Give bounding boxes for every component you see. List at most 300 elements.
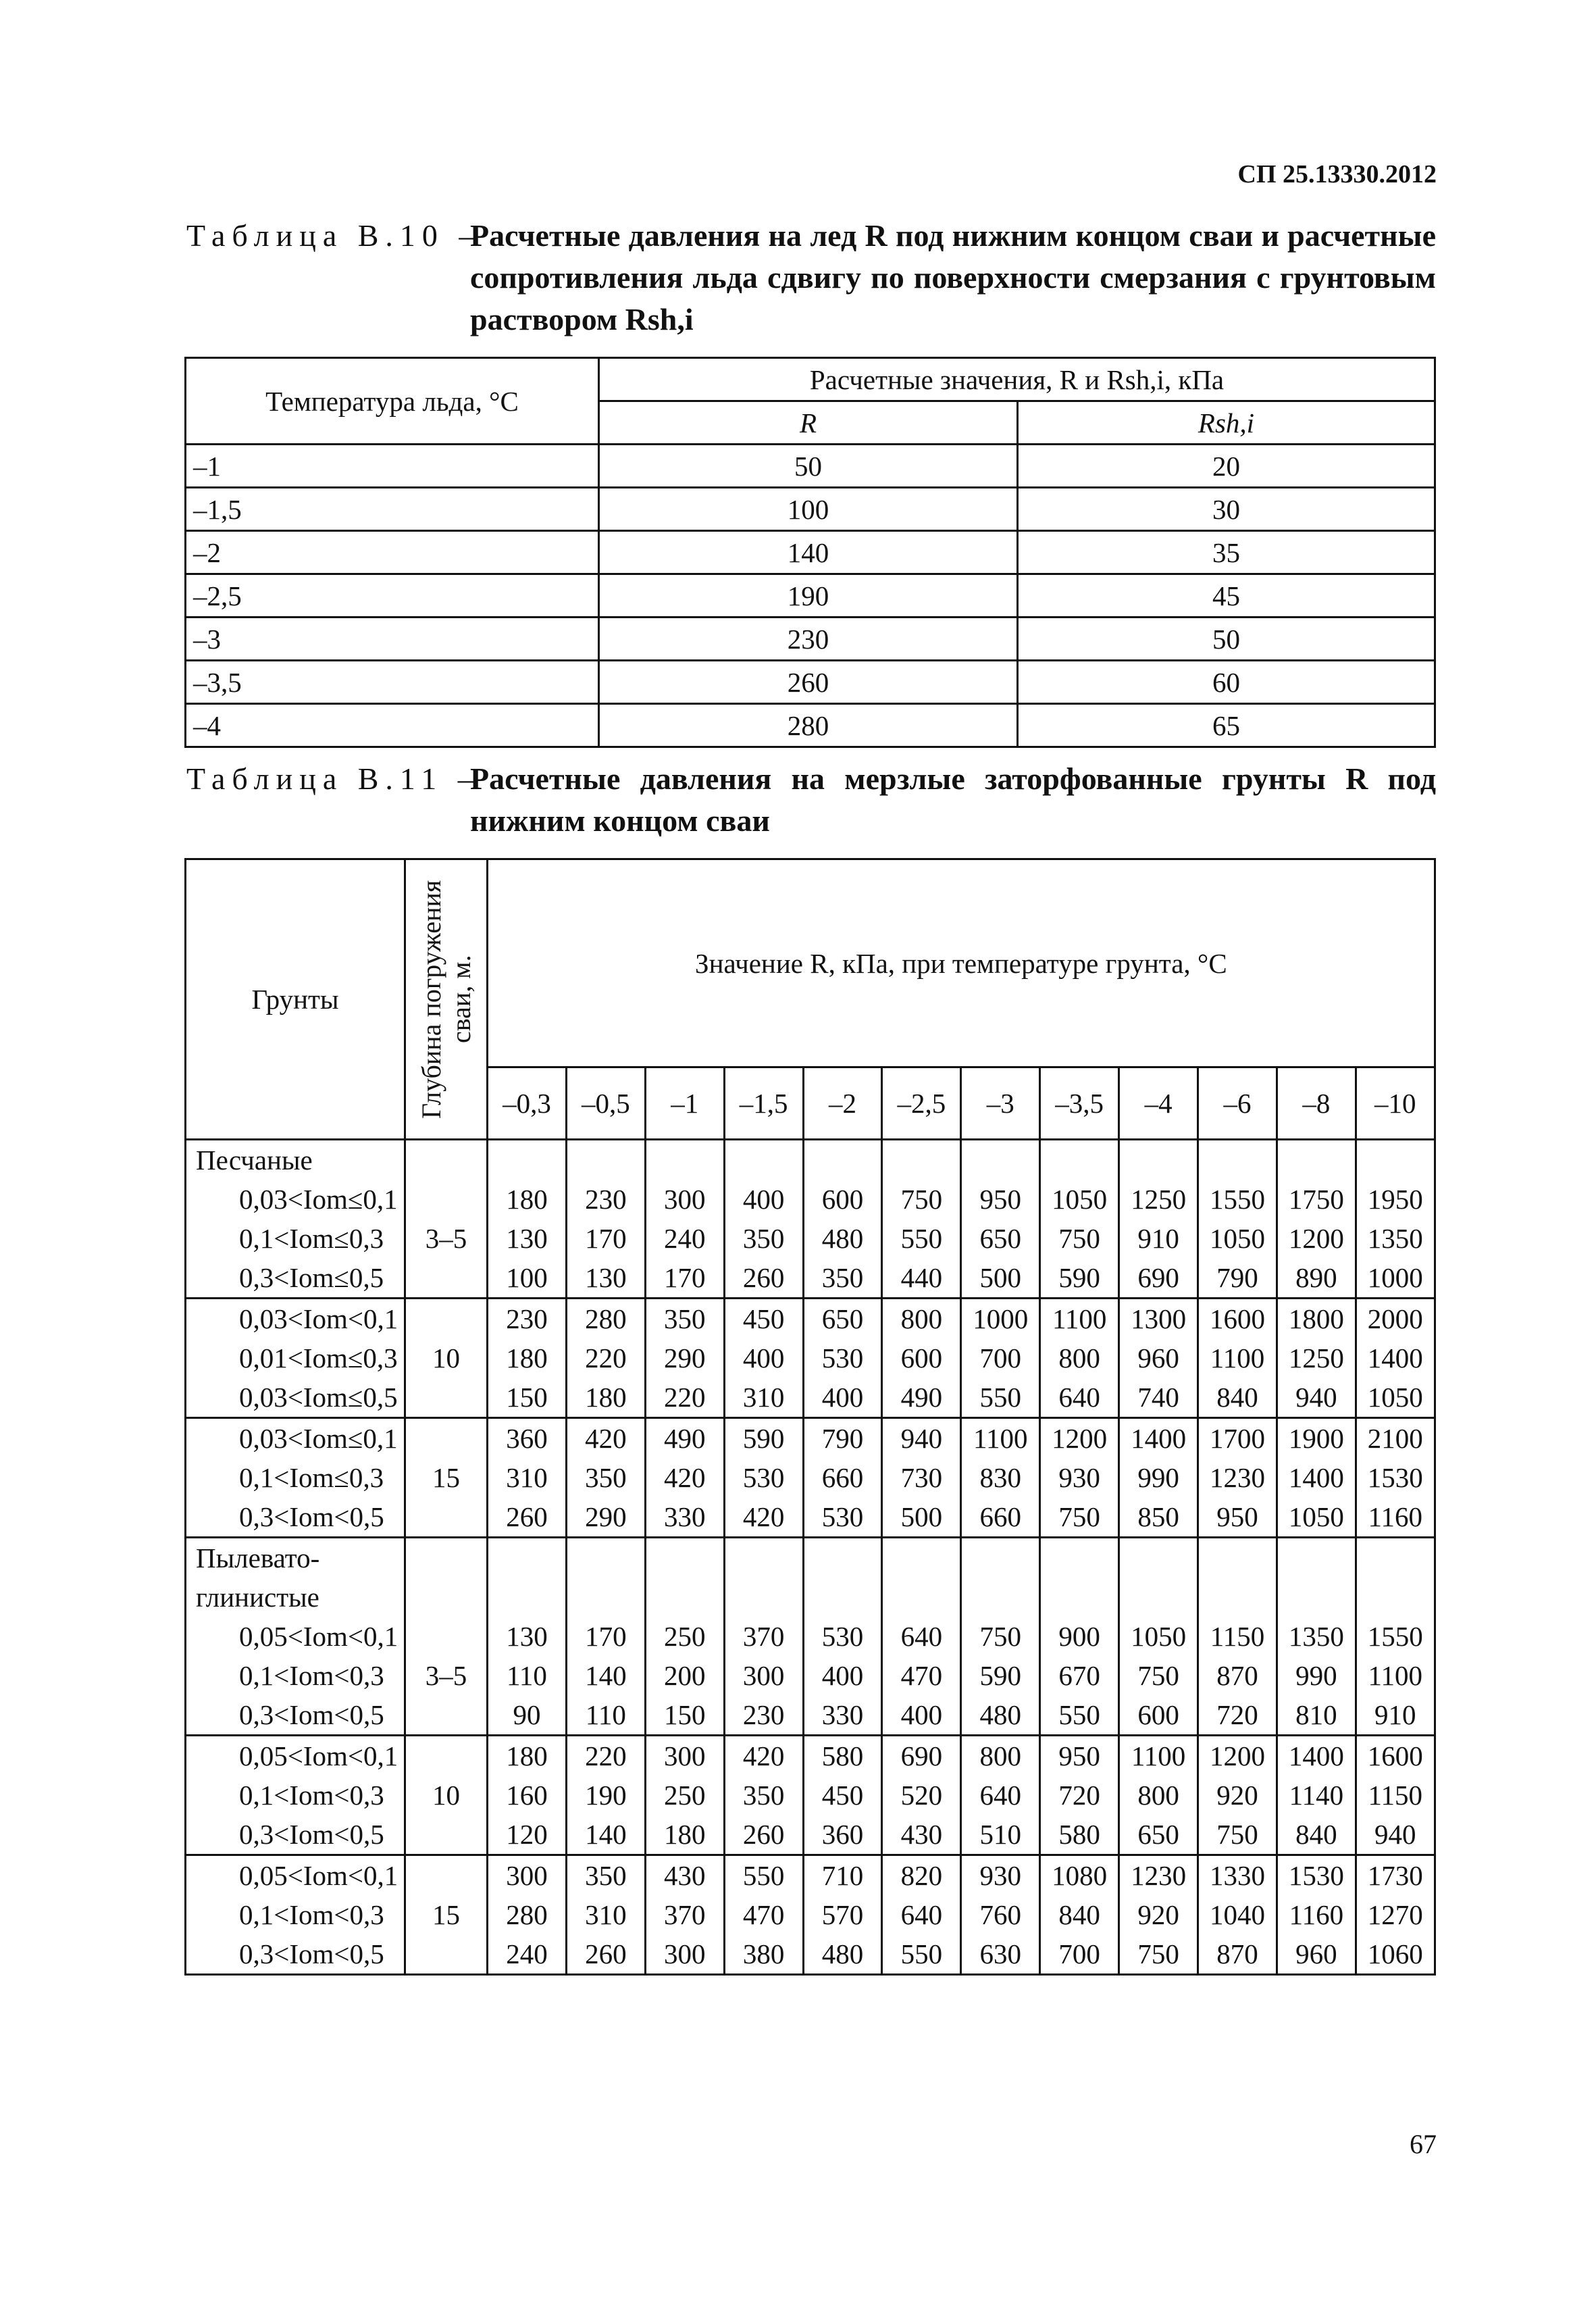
r-value: 310 (585, 1899, 627, 1930)
r-value: 590 (1058, 1262, 1100, 1293)
r-value: 750 (1137, 1938, 1179, 1969)
r-value: 920 (1137, 1899, 1179, 1930)
depth-value: 15 (432, 1899, 460, 1930)
r-value-cell (961, 1736, 1040, 1855)
r-value: 1200 (1288, 1223, 1344, 1254)
r-value: 650 (1137, 1819, 1179, 1850)
header-temperature-cell: –3,5 (1040, 1067, 1119, 1140)
r-value: 870 (1216, 1660, 1258, 1691)
r-value: 160 (506, 1780, 548, 1811)
r-value-cell (566, 1855, 645, 1975)
r-value-cell: 230 (599, 618, 1018, 661)
r-value: 570 (821, 1899, 864, 1930)
soil-type-label: Пылевато- (196, 1542, 320, 1574)
depth-cell (405, 1299, 488, 1418)
r-value: 950 (1216, 1501, 1258, 1532)
r-value: 990 (1137, 1462, 1179, 1493)
header-temperature-cell: –2,5 (882, 1067, 961, 1140)
r-value: 940 (900, 1423, 943, 1454)
r-value: 910 (1137, 1223, 1179, 1254)
r-value: 950 (979, 1184, 1022, 1215)
r-value-cell (1040, 1855, 1119, 1975)
r-value: 870 (1216, 1938, 1258, 1969)
temperature-cell: –2,5 (186, 574, 599, 618)
r-value: 360 (821, 1819, 864, 1850)
r-value: 260 (506, 1501, 548, 1532)
r-value: 180 (585, 1382, 627, 1413)
r-value: 1250 (1288, 1342, 1344, 1374)
header-temperature-cell: –6 (1198, 1067, 1277, 1140)
r-value: 380 (742, 1938, 785, 1969)
table-row (186, 1140, 1435, 1299)
r-value: 550 (900, 1938, 943, 1969)
r-value: 760 (979, 1899, 1022, 1930)
r-value-cell (1198, 1299, 1277, 1418)
r-value-cell (803, 1538, 882, 1736)
r-value: 330 (663, 1501, 706, 1532)
r-value: 1050 (1288, 1501, 1344, 1532)
depth-value: 10 (432, 1780, 460, 1811)
r-value: 750 (979, 1621, 1022, 1652)
r-value-cell (724, 1140, 803, 1299)
depth-cell (405, 1736, 488, 1855)
r-value: 150 (506, 1382, 548, 1413)
r-value: 1530 (1288, 1860, 1344, 1891)
r-value-cell (1040, 1736, 1119, 1855)
r-value: 1600 (1367, 1740, 1423, 1771)
r-value: 360 (506, 1423, 548, 1454)
soil-range-label: 0,3<Iom<0,5 (239, 1938, 384, 1969)
r-value-cell (1119, 1299, 1198, 1418)
r-value: 600 (821, 1184, 864, 1215)
r-value: 1100 (1131, 1740, 1186, 1771)
r-value: 130 (506, 1621, 548, 1652)
r-value: 820 (900, 1860, 943, 1891)
r-value: 1100 (1052, 1303, 1107, 1334)
r-value: 800 (1058, 1342, 1100, 1374)
r-value-cell (488, 1140, 567, 1299)
header-temperature: Температура льда, °С (186, 358, 599, 445)
r-value: 550 (900, 1223, 943, 1254)
r-value: 300 (506, 1860, 548, 1891)
r-value: 250 (663, 1780, 706, 1811)
r-value: 1230 (1209, 1462, 1265, 1493)
header-r: R (599, 401, 1018, 445)
rsh-value-cell: 35 (1018, 531, 1435, 574)
r-value: 600 (900, 1342, 943, 1374)
soil-range-label: 0,1<Iom<0,3 (239, 1780, 384, 1811)
header-temperature-cell: –1,5 (724, 1067, 803, 1140)
r-value-cell (724, 1736, 803, 1855)
table-b10-label: Таблица В.10 – (186, 218, 482, 253)
r-value: 730 (900, 1462, 943, 1493)
r-value-cell (1040, 1418, 1119, 1538)
r-value-cell (961, 1538, 1040, 1736)
r-value: 170 (663, 1262, 706, 1293)
r-value: 1050 (1052, 1184, 1108, 1215)
r-value-cell: 140 (599, 531, 1018, 574)
r-value: 790 (821, 1423, 864, 1454)
header-temperature-cell: –0,3 (488, 1067, 567, 1140)
r-value: 1230 (1131, 1860, 1187, 1891)
r-value: 370 (742, 1621, 785, 1652)
r-value: 530 (821, 1501, 864, 1532)
r-value: 220 (585, 1740, 627, 1771)
r-value: 430 (900, 1819, 943, 1850)
r-value: 1200 (1052, 1423, 1108, 1454)
r-value: 130 (585, 1262, 627, 1293)
r-value-cell (645, 1736, 724, 1855)
r-value: 1080 (1052, 1860, 1108, 1891)
r-value-cell (882, 1538, 961, 1736)
r-value: 1800 (1288, 1303, 1344, 1334)
r-value: 400 (821, 1382, 864, 1413)
r-value-cell (566, 1418, 645, 1538)
r-value: 890 (1295, 1262, 1337, 1293)
r-value: 490 (663, 1423, 706, 1454)
r-value: 170 (585, 1621, 627, 1652)
depth-cell (405, 1855, 488, 1975)
r-value-cell (724, 1855, 803, 1975)
header-depth (405, 859, 488, 1140)
r-value-cell (1356, 1140, 1435, 1299)
r-value: 550 (979, 1382, 1022, 1413)
r-value: 1040 (1209, 1899, 1265, 1930)
temperature-cell: –1,5 (186, 488, 599, 531)
r-value: 2100 (1367, 1423, 1423, 1454)
r-value: 930 (979, 1860, 1022, 1891)
r-value: 720 (1216, 1699, 1258, 1730)
table-row (186, 574, 1435, 618)
r-value-cell (1198, 1140, 1277, 1299)
temperature-cell: –2 (186, 531, 599, 574)
r-value: 1140 (1289, 1780, 1344, 1811)
header-temperature-cell: –3 (961, 1067, 1040, 1140)
r-value-cell (1277, 1538, 1356, 1736)
r-value: 580 (821, 1740, 864, 1771)
depth-cell (405, 1418, 488, 1538)
r-value: 450 (742, 1303, 785, 1334)
soil-cell (186, 1736, 405, 1855)
page-number: 67 (1410, 2129, 1437, 2159)
r-value: 220 (663, 1382, 706, 1413)
r-value: 640 (900, 1899, 943, 1930)
r-value-cell (645, 1538, 724, 1736)
rsh-value-cell: 30 (1018, 488, 1435, 531)
table-row (186, 1418, 1435, 1538)
r-value: 1100 (1368, 1660, 1422, 1691)
soil-range-label: 0,01<Iom≤0,3 (239, 1342, 398, 1374)
r-value: 260 (742, 1819, 785, 1850)
header-temperature-cell: –2 (803, 1067, 882, 1140)
r-value-cell (803, 1736, 882, 1855)
r-value: 500 (979, 1262, 1022, 1293)
r-value-cell (1198, 1855, 1277, 1975)
r-value: 840 (1295, 1819, 1337, 1850)
table-b11-caption (186, 758, 1436, 842)
r-value-cell (961, 1855, 1040, 1975)
soil-range-label: 0,05<Iom<0,1 (239, 1860, 398, 1891)
header-rsh: Rsh,i (1018, 401, 1435, 445)
r-value: 700 (1058, 1938, 1100, 1969)
soil-range-label: 0,1<Iom≤0,3 (239, 1223, 384, 1254)
depth-value: 15 (432, 1462, 460, 1493)
r-value: 110 (506, 1660, 547, 1691)
r-value-cell (882, 1299, 961, 1418)
r-value: 550 (1058, 1699, 1100, 1730)
r-value-cell (882, 1418, 961, 1538)
r-value-cell (488, 1855, 567, 1975)
table-row (186, 488, 1435, 531)
r-value: 230 (506, 1303, 548, 1334)
r-value: 640 (1058, 1382, 1100, 1413)
r-value: 90 (513, 1699, 541, 1730)
soil-range-label: 0,3<Iom<0,5 (239, 1699, 384, 1730)
r-value-cell (1119, 1855, 1198, 1975)
r-value: 1550 (1209, 1184, 1265, 1215)
r-value-cell: 260 (599, 661, 1018, 704)
r-value: 280 (506, 1899, 548, 1930)
r-value-cell: 50 (599, 445, 1018, 488)
r-value: 420 (742, 1740, 785, 1771)
r-value: 1530 (1367, 1462, 1423, 1493)
r-value: 510 (979, 1819, 1022, 1850)
soil-range-label: 0,1<Iom≤0,3 (239, 1462, 384, 1493)
r-value: 1060 (1367, 1938, 1423, 1969)
r-value-cell (645, 1418, 724, 1538)
r-value: 400 (821, 1660, 864, 1691)
r-value: 660 (979, 1501, 1022, 1532)
r-value: 180 (506, 1740, 548, 1771)
r-value-cell (882, 1736, 961, 1855)
r-value: 220 (585, 1342, 627, 1374)
r-value: 1550 (1367, 1621, 1423, 1652)
r-value-cell (1119, 1538, 1198, 1736)
r-value: 310 (742, 1382, 785, 1413)
table-row (186, 531, 1435, 574)
r-value-cell (1040, 1538, 1119, 1736)
r-value: 1160 (1368, 1501, 1422, 1532)
r-value: 590 (979, 1660, 1022, 1691)
temperature-cell: –1 (186, 445, 599, 488)
r-value: 720 (1058, 1780, 1100, 1811)
temperature-cell: –3 (186, 618, 599, 661)
r-value: 520 (900, 1780, 943, 1811)
table-row (186, 661, 1435, 704)
table-b11-title: Расчетные давления на мерзлые заторфованные грунты R под нижним концом сваи (470, 761, 1436, 838)
r-value: 1400 (1367, 1342, 1423, 1374)
r-value: 1050 (1209, 1223, 1265, 1254)
soil-range-label: 0,1<Iom<0,3 (239, 1660, 384, 1691)
r-value: 1250 (1131, 1184, 1187, 1215)
r-value: 900 (1058, 1621, 1100, 1652)
r-value: 480 (821, 1938, 864, 1969)
soil-range-label: 0,05<Iom<0,1 (239, 1621, 398, 1652)
r-value-cell (566, 1736, 645, 1855)
table-row (186, 1299, 1435, 1418)
r-value-cell (724, 1538, 803, 1736)
r-value: 930 (1058, 1462, 1100, 1493)
header-temperature-cell: –8 (1277, 1067, 1356, 1140)
soil-range-label: 0,3<Iom≤0,5 (239, 1262, 384, 1293)
r-value-cell (961, 1140, 1040, 1299)
r-value-cell (566, 1538, 645, 1736)
r-value: 840 (1216, 1382, 1258, 1413)
soil-range-label: 0,03<Iom<0,1 (239, 1303, 398, 1334)
r-value: 300 (742, 1660, 785, 1691)
soil-type-label: глинистые (196, 1582, 319, 1613)
r-value-cell (803, 1855, 882, 1975)
soil-type-label: Песчаные (196, 1145, 313, 1176)
header-depth-text: Глубина погружения сваи, м. (415, 880, 476, 1119)
r-value: 350 (821, 1262, 864, 1293)
r-value: 750 (1058, 1223, 1100, 1254)
document-code: СП 25.13330.2012 (1237, 160, 1437, 188)
r-value: 450 (821, 1780, 864, 1811)
r-value: 1150 (1210, 1621, 1265, 1652)
r-value: 1350 (1288, 1621, 1344, 1652)
r-value: 350 (742, 1780, 785, 1811)
r-value: 910 (1374, 1699, 1416, 1730)
r-value: 1000 (973, 1303, 1029, 1334)
r-value: 690 (900, 1740, 943, 1771)
r-value: 960 (1295, 1938, 1337, 1969)
table-b10-title: Расчетные давления на лед R под нижним концом сваи и расчетные сопротивления льда сдвигу по поверхности смерзания с грунтовым раствором Rsh,i (470, 218, 1436, 336)
r-value: 1730 (1367, 1860, 1423, 1891)
table-row (186, 704, 1435, 747)
r-value: 130 (506, 1223, 548, 1254)
r-value: 740 (1137, 1382, 1179, 1413)
r-value: 790 (1216, 1262, 1258, 1293)
r-value: 370 (663, 1899, 706, 1930)
soil-cell (186, 1140, 405, 1299)
r-value: 650 (821, 1303, 864, 1334)
r-value: 950 (1058, 1740, 1100, 1771)
r-value: 810 (1295, 1699, 1337, 1730)
r-value: 1050 (1131, 1621, 1187, 1652)
r-value-cell (1119, 1140, 1198, 1299)
r-value-cell (1356, 1855, 1435, 1975)
table-b11 (184, 858, 1436, 1976)
soil-cell (186, 1418, 405, 1538)
r-value: 260 (742, 1262, 785, 1293)
r-value: 110 (585, 1699, 626, 1730)
rsh-value-cell: 50 (1018, 618, 1435, 661)
header-calculated-values: Расчетные значения, R и Rsh,i, кПа (599, 358, 1435, 401)
r-value: 920 (1216, 1780, 1258, 1811)
r-value: 580 (1058, 1819, 1100, 1850)
soil-range-label: 0,03<Iom≤0,5 (239, 1382, 398, 1413)
r-value: 300 (663, 1184, 706, 1215)
r-value: 1400 (1131, 1423, 1187, 1454)
r-value: 350 (742, 1223, 785, 1254)
r-value: 1300 (1131, 1303, 1187, 1334)
r-value: 230 (585, 1184, 627, 1215)
r-value: 470 (900, 1660, 943, 1691)
r-value: 140 (585, 1660, 627, 1691)
r-value: 1200 (1209, 1740, 1265, 1771)
r-value: 850 (1137, 1501, 1179, 1532)
r-value: 700 (979, 1342, 1022, 1374)
r-value: 600 (1137, 1699, 1179, 1730)
temperature-cell: –3,5 (186, 661, 599, 704)
r-value: 290 (585, 1501, 627, 1532)
r-value-cell (803, 1299, 882, 1418)
r-value: 830 (979, 1462, 1022, 1493)
r-value: 190 (585, 1780, 627, 1811)
r-value-cell (488, 1299, 567, 1418)
r-value-cell (882, 1855, 961, 1975)
r-value: 1000 (1367, 1262, 1423, 1293)
r-value: 140 (585, 1819, 627, 1850)
rsh-value-cell: 45 (1018, 574, 1435, 618)
r-value: 1100 (1210, 1342, 1265, 1374)
r-value-cell (1356, 1418, 1435, 1538)
r-value: 180 (506, 1342, 548, 1374)
r-value-cell (1198, 1538, 1277, 1736)
r-value: 1700 (1209, 1423, 1265, 1454)
r-value: 990 (1295, 1660, 1337, 1691)
r-value: 1350 (1367, 1223, 1423, 1254)
r-value: 800 (979, 1740, 1022, 1771)
r-value: 1900 (1288, 1423, 1344, 1454)
header-temperature-cell: –0,5 (566, 1067, 645, 1140)
soil-range-label: 0,03<Iom≤0,1 (239, 1423, 398, 1454)
r-value: 280 (585, 1303, 627, 1334)
r-value: 300 (663, 1740, 706, 1771)
r-value-cell (803, 1140, 882, 1299)
table-b10-caption (186, 215, 1436, 341)
r-value-cell (1198, 1736, 1277, 1855)
r-value: 710 (821, 1860, 864, 1891)
r-value: 150 (663, 1699, 706, 1730)
r-value: 400 (742, 1342, 785, 1374)
soil-range-label: 0,05<Iom<0,1 (239, 1740, 398, 1771)
r-value-cell (1277, 1418, 1356, 1538)
r-value: 660 (821, 1462, 864, 1493)
r-value-cell (1277, 1140, 1356, 1299)
r-value-cell (488, 1736, 567, 1855)
header-temperature-cell: –4 (1119, 1067, 1198, 1140)
r-value-cell: 100 (599, 488, 1018, 531)
temperature-cell: –4 (186, 704, 599, 747)
header-r-values: Значение R, кПа, при температуре грунта, °С (488, 859, 1435, 1067)
r-value: 330 (821, 1699, 864, 1730)
r-value-cell (1356, 1736, 1435, 1855)
r-value-cell (724, 1299, 803, 1418)
rsh-value-cell: 65 (1018, 704, 1435, 747)
r-value: 240 (506, 1938, 548, 1969)
r-value-cell (1356, 1538, 1435, 1736)
table-row (186, 1855, 1435, 1975)
r-value: 1100 (973, 1423, 1028, 1454)
r-value: 260 (585, 1938, 627, 1969)
r-value: 1750 (1288, 1184, 1344, 1215)
r-value: 530 (821, 1621, 864, 1652)
soil-range-label: 0,1<Iom<0,3 (239, 1899, 384, 1930)
r-value-cell: 280 (599, 704, 1018, 747)
r-value-cell (1277, 1736, 1356, 1855)
r-value: 500 (900, 1501, 943, 1532)
r-value: 1330 (1209, 1860, 1265, 1891)
r-value: 250 (663, 1621, 706, 1652)
r-value-cell (488, 1418, 567, 1538)
r-value: 1270 (1367, 1899, 1423, 1930)
r-value: 1600 (1209, 1303, 1265, 1334)
r-value: 750 (900, 1184, 943, 1215)
r-value: 180 (506, 1184, 548, 1215)
r-value: 240 (663, 1223, 706, 1254)
